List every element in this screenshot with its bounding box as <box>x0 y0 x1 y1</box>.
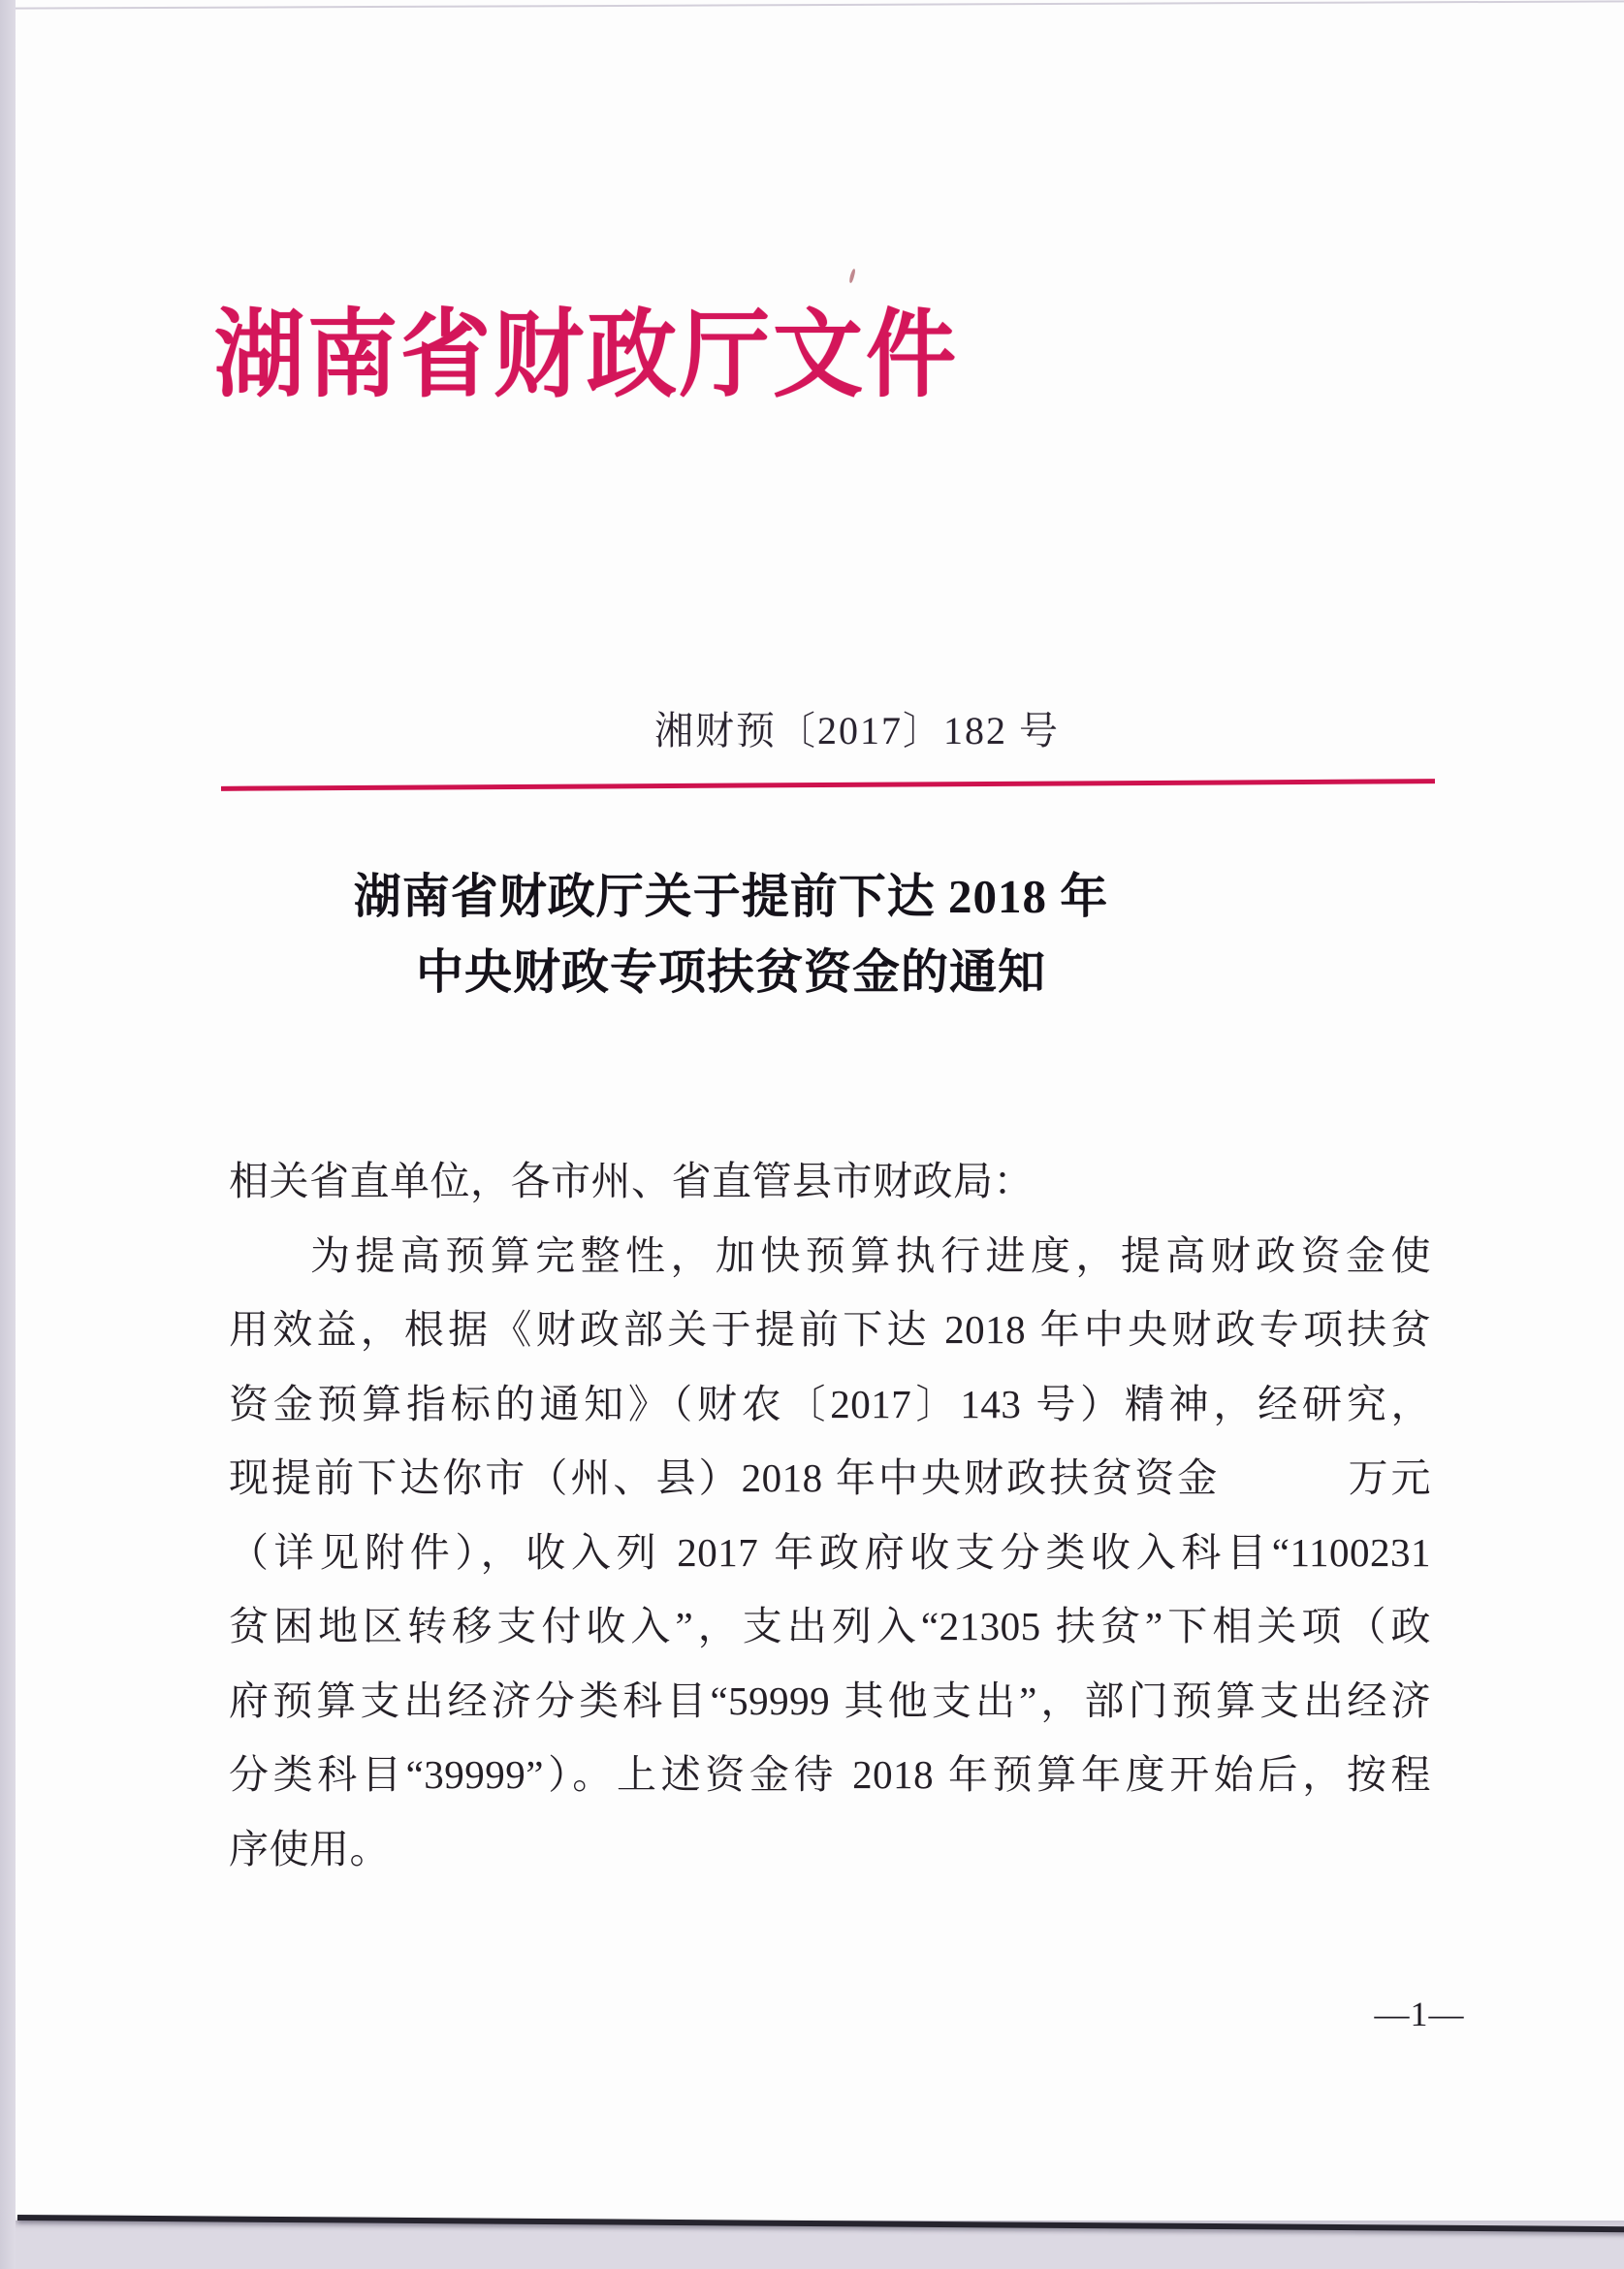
body-line: 为提高预算完整性，加快预算执行进度，提高财政资金使 <box>310 1232 1431 1278</box>
body-line: 贫困地区转移支付收入”，支出列入“21305 扶贫”下相关项（政 <box>229 1604 1431 1648</box>
body-line: 府预算支出经济分类科目“59999 其他支出”，部门预算支出经济 <box>229 1678 1431 1723</box>
body-line: 分类科目“39999”）。上述资金待 2018 年预算年度开始后，按程 <box>229 1752 1431 1797</box>
letterhead-banner: 湖南省财政厅文件 <box>214 303 959 409</box>
body-paragraphs <box>229 1144 1431 1886</box>
document-title-line-2: 中央财政专项扶贫资金的通知 <box>415 945 1046 999</box>
document-reference-number: 湘财预〔2017〕182 号 <box>654 709 1060 752</box>
paper-sheet <box>14 0 1624 2221</box>
document-title-line-1: 湖南省财政厅关于提前下达 2018 年 <box>353 870 1109 923</box>
body-line: （详见附件），收入列 2017 年政府收支分类收入科目“1100231 <box>229 1529 1431 1575</box>
body-line: 现提前下达你市（州、县）2018 年中央财政扶贫资金 万元 <box>229 1455 1431 1500</box>
paper-top-edge <box>14 0 1624 9</box>
page-number: —1— <box>1374 1995 1465 2033</box>
body-line: 用效益，根据《财政部关于提前下达 2018 年中央财政专项扶贫 <box>229 1307 1431 1352</box>
red-divider-rule <box>221 779 1435 791</box>
document-title <box>217 859 1245 1010</box>
scanner-background-strip <box>0 0 16 2269</box>
salutation-line: 相关省直单位，各市州、省直管县市财政局： <box>229 1159 1034 1203</box>
body-line: 资金预算指标的通知》（财农〔2017〕143 号）精神，经研究， <box>229 1381 1431 1426</box>
body-line-last: 序使用。 <box>229 1826 390 1871</box>
